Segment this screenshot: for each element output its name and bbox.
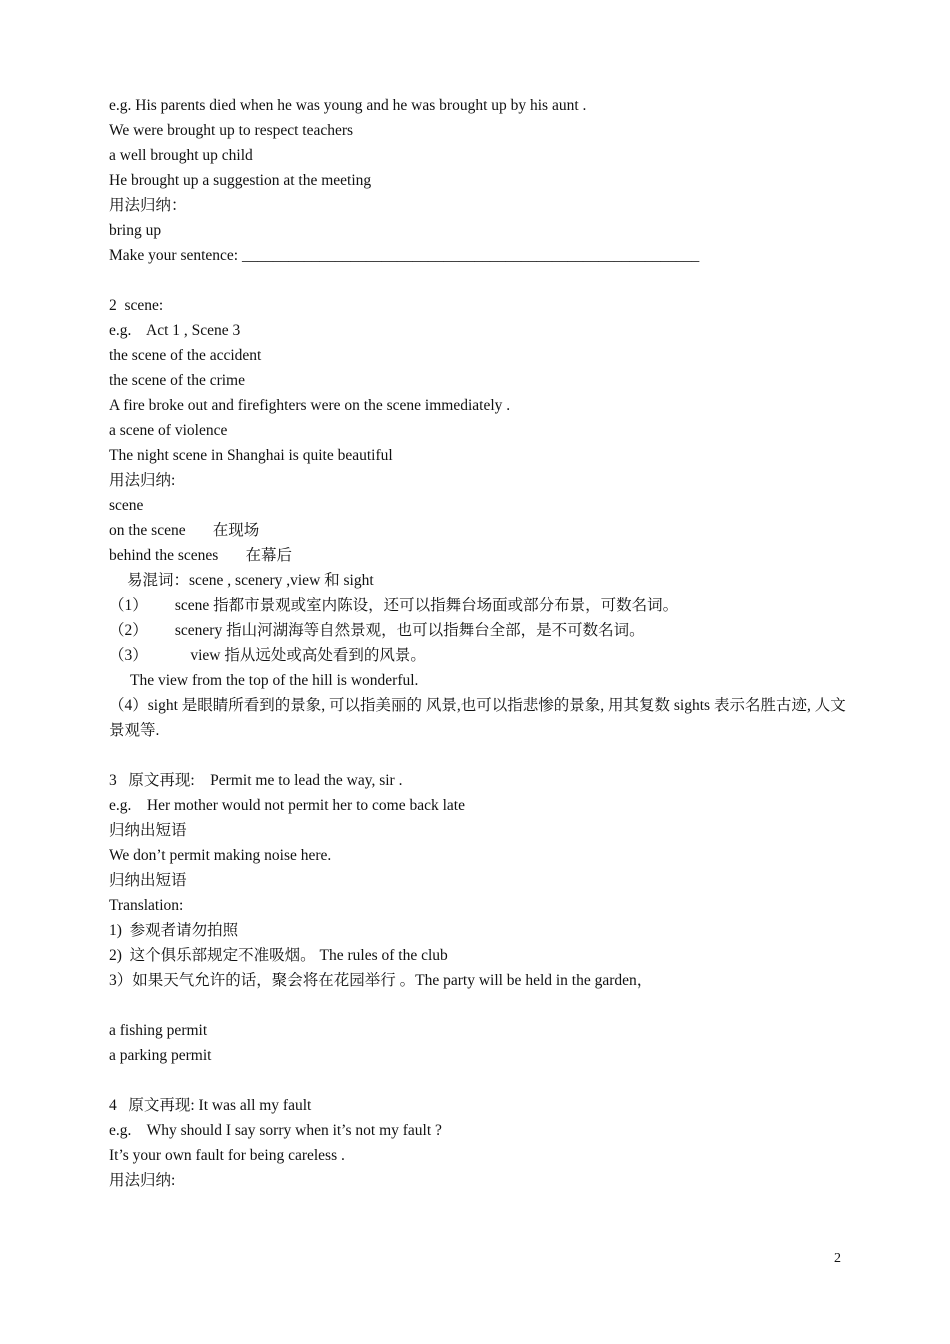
section-heading: 4 原文再现: It was all my fault xyxy=(109,1097,312,1114)
phrase-line: a fishing permit xyxy=(109,1022,208,1039)
example-line: The view from the top of the hill is wonderful. xyxy=(130,672,419,689)
section-heading: 3 原文再现: Permit me to lead the way, sir . xyxy=(109,772,403,789)
blank-line xyxy=(109,743,849,768)
definition-line: （4）sight 是眼睛所看到的景象, 可以指美丽的 风景,也可以指悲惨的景象, 用其复数 sights 表示名胜古迹, 人文景观等. xyxy=(109,697,846,739)
example-line: e.g. Her mother would not permit her to come back late xyxy=(109,797,465,814)
phrase-summary-line: 归纳出短语 xyxy=(109,822,187,839)
example-line: e.g. Why should I say sorry when it’s not my fault ? xyxy=(109,1122,442,1139)
example-line: e.g. His parents died when he was young and he was brought up by his aunt . xyxy=(109,97,587,114)
phrase-line: bring up xyxy=(109,222,162,239)
page-number: 2 xyxy=(834,1251,841,1266)
blank-line xyxy=(109,268,849,293)
example-line: We don’t permit making noise here. xyxy=(109,847,332,864)
blank-line xyxy=(109,993,849,1018)
usage-heading: 用法归纳： xyxy=(109,197,187,214)
confusable-words-heading: 易混词：scene , scenery ,view 和 sight xyxy=(127,572,374,589)
phrase-line: behind the scenes 在幕后 xyxy=(109,547,292,564)
section-heading: 2 scene: xyxy=(109,297,164,314)
translation-heading: Translation: xyxy=(109,897,184,914)
usage-heading: 用法归纳: xyxy=(109,472,176,489)
phrase-summary-line: 归纳出短语 xyxy=(109,872,187,889)
definition-line: （3） view 指从远处或高处看到的风景。 xyxy=(109,647,426,664)
translation-item: 3）如果天气允许的话，聚会将在花园举行 。The party will be held in the garden， xyxy=(109,972,653,989)
usage-heading: 用法归纳: xyxy=(109,1172,176,1189)
phrase-line: scene xyxy=(109,497,144,514)
example-line: A fire broke out and firefighters were on the scene immediately . xyxy=(109,397,511,414)
phrase-line: on the scene 在现场 xyxy=(109,522,260,539)
example-line: a scene of violence xyxy=(109,422,228,439)
example-line: It’s your own fault for being careless . xyxy=(109,1147,345,1164)
example-line: the scene of the crime xyxy=(109,372,245,389)
example-line: We were brought up to respect teachers xyxy=(109,122,354,139)
phrase-line: a parking permit xyxy=(109,1047,212,1064)
document-body xyxy=(109,93,849,1193)
example-line: The night scene in Shanghai is quite beautiful xyxy=(109,447,393,464)
blank-line xyxy=(109,1068,849,1093)
translation-item: 1) 参观者请勿拍照 xyxy=(109,922,239,939)
translation-item: 2) 这个俱乐部规定不准吸烟。 The rules of the club xyxy=(109,947,448,964)
example-line: a well brought up child xyxy=(109,147,253,164)
make-sentence-line: Make your sentence: ___________________________________________________________ xyxy=(109,247,700,264)
example-line: e.g. Act 1 , Scene 3 xyxy=(109,322,241,339)
example-line: He brought up a suggestion at the meeting xyxy=(109,172,372,189)
definition-line: （1） scene 指都市景观或室内陈设，还可以指舞台场面或部分布景，可数名词。 xyxy=(109,597,679,614)
example-line: the scene of the accident xyxy=(109,347,262,364)
definition-line: （2） scenery 指山河湖海等自然景观，也可以指舞台全部，是不可数名词。 xyxy=(109,622,645,639)
